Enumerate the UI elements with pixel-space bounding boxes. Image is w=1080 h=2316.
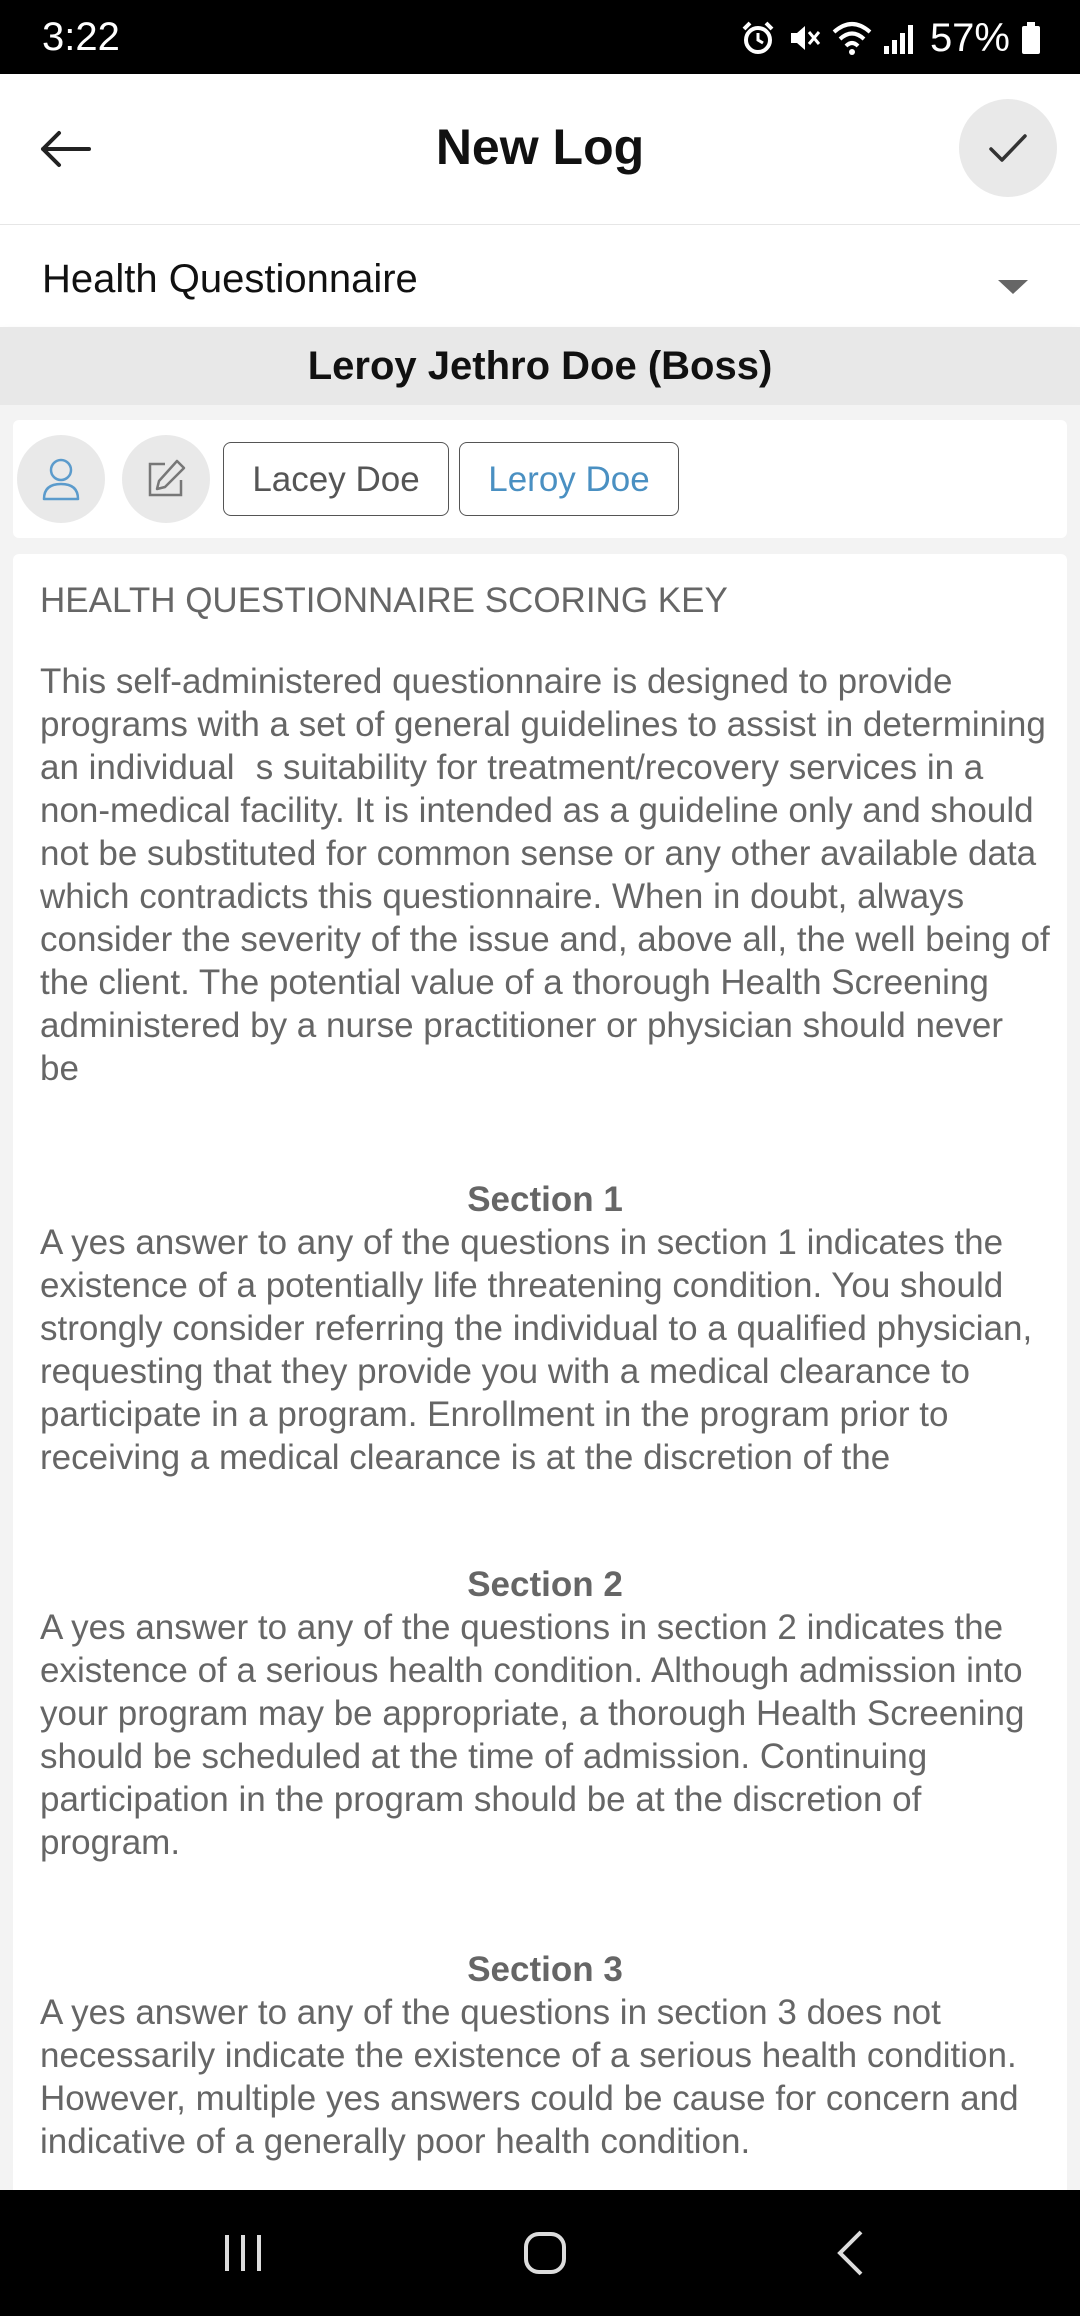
form-type-select[interactable] (0, 225, 1080, 327)
alarm-icon (740, 20, 776, 56)
recent-apps-button[interactable] (200, 2190, 286, 2316)
check-icon (988, 132, 1028, 164)
status-bar (0, 0, 1080, 74)
home-icon (522, 2230, 568, 2276)
section-title: Section 3 (467, 1950, 623, 1989)
add-participant-button[interactable] (17, 435, 105, 523)
home-button[interactable] (500, 2190, 590, 2316)
system-nav-bar (0, 2190, 1080, 2316)
section-title: Section 2 (467, 1565, 623, 1604)
arrow-left-icon (39, 129, 91, 169)
questionnaire-document (13, 554, 1067, 2204)
client-name-bar: Leroy Jethro Doe (Boss) (0, 327, 1080, 405)
recent-apps-icon (221, 2231, 265, 2275)
section-title: Section 1 (467, 1180, 623, 1219)
battery-icon (1020, 20, 1042, 56)
document-heading: HEALTH QUESTIONNAIRE SCORING KEY (40, 581, 728, 620)
status-icons (740, 14, 1042, 62)
section-body: A yes answer to any of the questions in section 1 indicates the existence of a potentially life threatening condition. You should strongly consider referring the individual to a qualified physician, requesting that they provide you with a medical clearance to participate in a program. Enrollment in the program prior to receiving a medical clearance is at the discretion of the (40, 1223, 1033, 1477)
chip-leroy-doe[interactable]: Leroy Doe (459, 442, 679, 516)
system-back-button[interactable] (810, 2190, 890, 2316)
chip-lacey-doe[interactable]: Lacey Doe (223, 442, 449, 516)
mute-icon (786, 20, 822, 56)
chevron-down-icon[interactable] (998, 280, 1028, 294)
back-icon (835, 2229, 865, 2277)
signal-icon (882, 20, 916, 56)
battery-percent: 57% (929, 16, 1010, 60)
save-button[interactable] (959, 99, 1057, 197)
section-body: A yes answer to any of the questions in section 2 indicates the existence of a serious health condition. Although admission into your program may be appropriate, a thorough Health Screening should be scheduled at the time of admission. Continuing participation in the program should be at the discretion of program. (40, 1608, 1025, 1862)
user-icon (41, 457, 81, 501)
app-bar (0, 74, 1080, 225)
edit-button[interactable] (122, 435, 210, 523)
wifi-icon (832, 20, 872, 56)
back-button[interactable] (30, 114, 100, 184)
document-intro: This self-administered questionnaire is designed to provide programs with a set of general guidelines to assist in determining an individuals suitability for treatment/recovery services in a non-medical facility. It is intended as a guideline only and should not be substituted for common sense or any other available data which contradicts this questionnaire. When in doubt, always consider the severity of the issue and, above all, the well being of the client. The potential value of a thorough Health Screening administered by a nurse practitioner or physician should never be (40, 662, 1050, 1088)
form-type-value: Health Questionnaire (42, 257, 418, 301)
edit-icon (145, 458, 187, 500)
status-time: 3:22 (42, 15, 120, 59)
page-title: New Log (435, 119, 645, 175)
section-body: A yes answer to any of the questions in section 3 does not necessarily indicate the existence of a serious health condition. However, multiple yes answers could be cause for concern and indicative of a generally poor health condition. (40, 1993, 1019, 2161)
